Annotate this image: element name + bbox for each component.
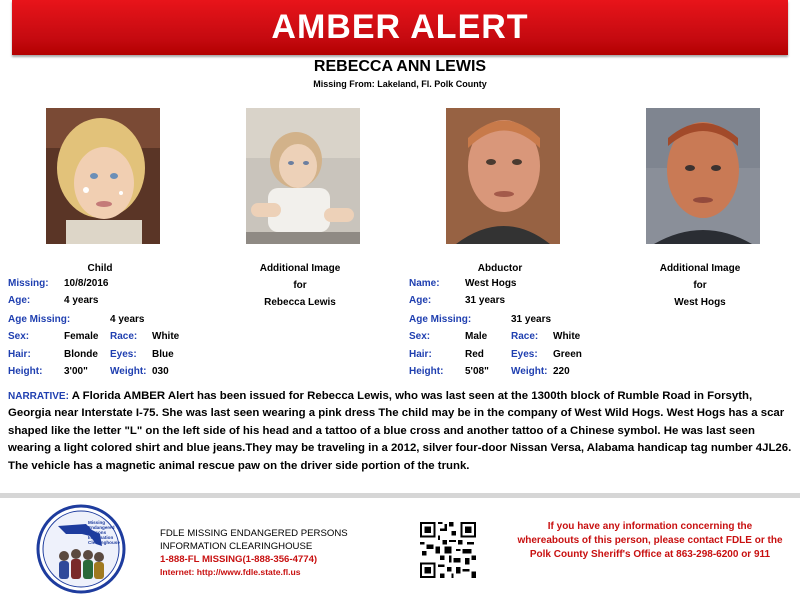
narrative-text: A Florida AMBER Alert has been issued for Rebecca Lewis, who was last seen at the 1300th block of Rumble Road in Forsyth, Georgia near Interstate I-75. She was last seen wearing a pink dress The child may be in the company of West Wild Hogs. West Hogs has a scar shaped like the letter "L" on the left side of his head and a tattoo of a blue cross and another tattoo of a Chinese symbol. He was last seen wearing a light colored shirt and blue jeans.They may be traveling in a 2012, silver four-door Nissan Versa, Alabama handicap tag number 4JL26. The vehicle has a magnetic animal rescue paw on the driver side portion of the trunk.	[8, 390, 792, 472]
child-missing-value: 10/8/2016	[64, 278, 109, 289]
child-weight-value: 030	[152, 366, 169, 377]
abductor-weight-value: 220	[553, 366, 570, 377]
abductor-name-value: West Hogs	[465, 278, 517, 289]
abductor-photo	[446, 108, 560, 244]
child-sex-value: Female	[64, 331, 99, 342]
abductor-eyes-value: Green	[553, 349, 582, 360]
child-race-value: White	[152, 331, 180, 342]
amber-alert-banner	[12, 0, 788, 55]
child-caption-label: Child	[87, 263, 113, 274]
child-height-value: 3'00"	[64, 366, 88, 377]
logo-text-line: Information	[88, 535, 114, 540]
child-hair-label: Hair:	[8, 349, 31, 360]
abductor-weight-label: Weight:	[511, 366, 548, 377]
contact-line1: If you have any information concerning the	[547, 521, 753, 532]
abductor-race-value: White	[553, 331, 581, 342]
narrative	[8, 388, 794, 475]
contact-line3: Polk County Sheriff's Office at 863-298-6200 or 911	[529, 549, 771, 560]
child-sex-label: Sex:	[8, 331, 30, 342]
org-line2: INFORMATION CLEARINGHOUSE	[160, 541, 313, 552]
logo-text-line: Clearinghouse	[88, 540, 120, 545]
child-eyes-label: Eyes:	[110, 349, 137, 360]
abductor-eyes-label: Eyes:	[511, 349, 538, 360]
banner-title: AMBER ALERT	[271, 8, 529, 46]
caption-line: Additional Image	[659, 263, 741, 274]
child-name-heading: REBECCA ANN LEWIS	[313, 58, 487, 75]
child-race-label: Race:	[110, 331, 138, 342]
narrative-label: NARRATIVE:	[8, 391, 69, 402]
abductor-hair-value: Red	[465, 349, 484, 360]
abductor-height-value: 5'08"	[465, 366, 489, 377]
caption-line: Additional Image	[259, 263, 341, 274]
hotline-phone: 1-888-FL MISSING(1-888-356-4774)	[160, 554, 318, 565]
child-hair-value: Blonde	[64, 349, 98, 360]
abductor-name-label: Name:	[409, 278, 440, 289]
org-line1: FDLE MISSING ENDANGERED PERSONS	[160, 528, 348, 539]
logo-text-line: Persons	[88, 530, 107, 535]
qr-code	[420, 521, 476, 579]
child-height-label: Height:	[8, 366, 43, 377]
child-age-missing-value: 4 years	[110, 314, 145, 325]
abductor-hair-label: Hair:	[409, 349, 432, 360]
abductor-sex-label: Sex:	[409, 331, 431, 342]
child-photo	[46, 108, 160, 244]
abductor-age-missing-label: Age Missing:	[409, 314, 472, 325]
missing-from-location: Missing From: Lakeland, Fl. Polk County	[313, 79, 487, 89]
contact-info	[500, 520, 800, 562]
child-weight-label: Weight:	[110, 366, 147, 377]
abductor-race-label: Race:	[511, 331, 539, 342]
abductor-additional-photo	[646, 108, 760, 244]
child-age-label: Age:	[8, 295, 31, 306]
clearinghouse-info	[160, 527, 348, 579]
logo-text-line: Endangered	[88, 525, 115, 530]
child-age-value: 4 years	[64, 295, 99, 306]
contact-line2: whereabouts of this person, please contact FDLE or the	[517, 535, 783, 546]
abductor-caption	[400, 260, 600, 277]
abductor-age-label: Age:	[409, 295, 432, 306]
caption-line: West Hogs	[674, 297, 726, 308]
website-url: Internet: http://www.fdle.state.fl.us	[160, 567, 301, 577]
logo-text-line: Missing	[88, 520, 106, 525]
child-eyes-value: Blue	[152, 349, 174, 360]
clearinghouse-logo	[36, 504, 126, 594]
child-age-missing-label: Age Missing:	[8, 314, 71, 325]
abductor-caption-label: Abductor	[477, 263, 523, 274]
abductor-age-missing-value: 31 years	[511, 314, 552, 325]
abductor-info-table	[409, 278, 709, 383]
abductor-height-label: Height:	[409, 366, 444, 377]
child-caption	[0, 260, 200, 277]
abductor-sex-value: Male	[465, 331, 488, 342]
child-additional-photo	[246, 108, 360, 244]
footer-divider	[0, 493, 800, 498]
child-info-table	[8, 278, 308, 383]
child-missing-label: Missing:	[8, 278, 49, 289]
caption-line: for	[293, 280, 307, 291]
caption-line: Rebecca Lewis	[264, 297, 336, 308]
abductor-age-value: 31 years	[465, 295, 506, 306]
caption-line: for	[693, 280, 707, 291]
